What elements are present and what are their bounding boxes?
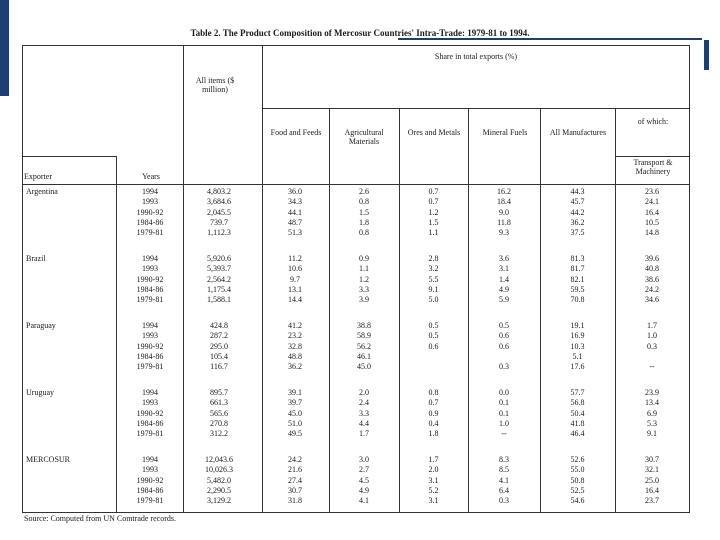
col-divider-agri [329, 108, 330, 512]
cell-fuels: 16.2 18.4 9.0 11.8 9.3 [497, 187, 511, 238]
cell-transport: 23.6 24.1 16.4 10.5 14.8 [645, 187, 659, 238]
header-manuf: All Manufactures [549, 128, 607, 137]
cell-food: 39.1 39.7 45.0 51.0 49.5 [288, 388, 302, 439]
cell-agri: 0.9 1.1 1.2 3.3 3.9 [359, 254, 369, 305]
cell-agri: 38.8 58.9 56.2 46.1 45.0 [357, 321, 371, 372]
cell-years: 1994 1993 1990-92 1984-86 1979-81 [136, 187, 164, 238]
header-ores: Ores and Metals [407, 128, 461, 137]
cell-transport: 39.6 40.8 38.6 24.2 34.6 [645, 254, 659, 305]
cell-food: 24.2 21.6 27.4 30.7 31.8 [288, 455, 302, 506]
cell-manuf: 19.1 16.9 10.3 5.1 17.6 [570, 321, 585, 372]
header-share: Share in total exports (%) [434, 52, 518, 61]
cell-years: 1994 1993 1990-92 1984-86 1979-81 [136, 254, 164, 305]
slide-accent-side [704, 40, 709, 70]
cell-fuels: 0.5 0.6 0.6 0.3 [499, 321, 509, 372]
col-divider-fuels [468, 108, 469, 512]
col-divider-ores [399, 108, 400, 512]
cell-ores: 2.8 3.2 5.5 9.1 5.0 [428, 254, 439, 305]
cell-transport: 30.7 32.1 25.0 16.4 23.7 [645, 455, 659, 506]
header-of-which: of which: [637, 117, 669, 126]
header-years: Years [142, 172, 160, 181]
cell-all-items: 12,043.6 10,026.3 5,482.0 2,290.5 3,129.2 [205, 455, 233, 506]
row-divider-share [262, 108, 690, 109]
header-food: Food and Feeds [270, 128, 322, 137]
row-divider-of-which [615, 156, 690, 157]
header-agri: Agricultural Materials [344, 128, 384, 146]
cell-fuels: 0.0 0.1 0.1 1.0 -- [499, 388, 509, 439]
cell-all-items: 424.8 287.2 295.0 105.4 116.7 [210, 321, 228, 372]
cell-agri: 2.6 0.8 1.5 1.8 0.8 [359, 187, 369, 238]
slide-accent-line [398, 38, 702, 40]
cell-agri: 2.0 2.4 3.3 4.4 1.7 [359, 388, 369, 439]
cell-all-items: 4,803.2 3,684.6 2,045.5 739.7 1,112.3 [207, 187, 231, 238]
cell-ores: 0.8 0.7 0.9 0.4 1.8 [428, 388, 439, 439]
cell-transport: 23.9 13.4 6.9 5.3 9.1 [645, 388, 659, 439]
exporter-name: Brazil [26, 254, 46, 263]
table-title: Table 2. The Product Composition of Mercosur Countries' Intra-Trade: 1979-81 to 1994. [190, 28, 530, 38]
cell-transport: 1.7 1.0 0.3 -- [647, 321, 657, 372]
exporter-name: Argentina [26, 187, 58, 196]
cell-manuf: 81.3 81.7 82.1 59.5 70.8 [570, 254, 585, 305]
cell-ores: 1.7 2.0 3.1 5.2 3.1 [428, 455, 439, 506]
table-source: Source: Computed from UN Comtrade records. [24, 514, 176, 523]
cell-fuels: 3.6 3.1 1.4 4.9 5.9 [499, 254, 509, 305]
exporter-name: Paraguay [26, 321, 56, 330]
cell-food: 11.2 10.6 9.7 13.1 14.4 [288, 254, 302, 305]
row-divider-exporter [23, 156, 117, 157]
exporter-name: Uruguay [26, 388, 54, 397]
cell-years: 1994 1993 1990-92 1984-86 1979-81 [136, 321, 164, 372]
cell-all-items: 895.7 661.3 565.6 270.8 312.2 [210, 388, 228, 439]
cell-manuf: 44.3 45.7 44.2 36.2 37.5 [570, 187, 585, 238]
cell-years: 1994 1993 1990-92 1984-86 1979-81 [136, 388, 164, 439]
cell-years: 1994 1993 1990-92 1984-86 1979-81 [136, 455, 164, 506]
cell-all-items: 5,920.6 5,393.7 2,564.2 1,175.4 1,588.1 [207, 254, 231, 305]
cell-manuf: 52.6 55.0 50.8 52.5 54.6 [570, 455, 585, 506]
header-fuels: Mineral Fuels [482, 128, 528, 137]
col-divider-manuf [540, 108, 541, 512]
cell-ores: 0.7 0.7 1.2 1.5 1.1 [428, 187, 439, 238]
cell-manuf: 57.7 56.8 50.4 41.8 46.4 [570, 388, 585, 439]
cell-agri: 3.0 2.7 4.5 4.9 4.1 [359, 455, 369, 506]
cell-fuels: 8.3 8.5 4.1 6.4 0.3 [499, 455, 509, 506]
cell-food: 41.2 23.2 32.8 48.8 36.2 [288, 321, 302, 372]
cell-food: 36.0 34.3 44.1 48.7 51.3 [288, 187, 302, 238]
header-exporter: Exporter [24, 172, 52, 181]
header-transport: Transport & Machinery [633, 158, 673, 176]
cell-ores: 0.5 0.5 0.6 [428, 321, 439, 351]
exporter-name: MERCOSUR [26, 455, 71, 464]
slide-accent-bar [0, 0, 9, 96]
header-all-items: All items ($ million) [195, 76, 235, 94]
row-divider-header [23, 184, 690, 185]
